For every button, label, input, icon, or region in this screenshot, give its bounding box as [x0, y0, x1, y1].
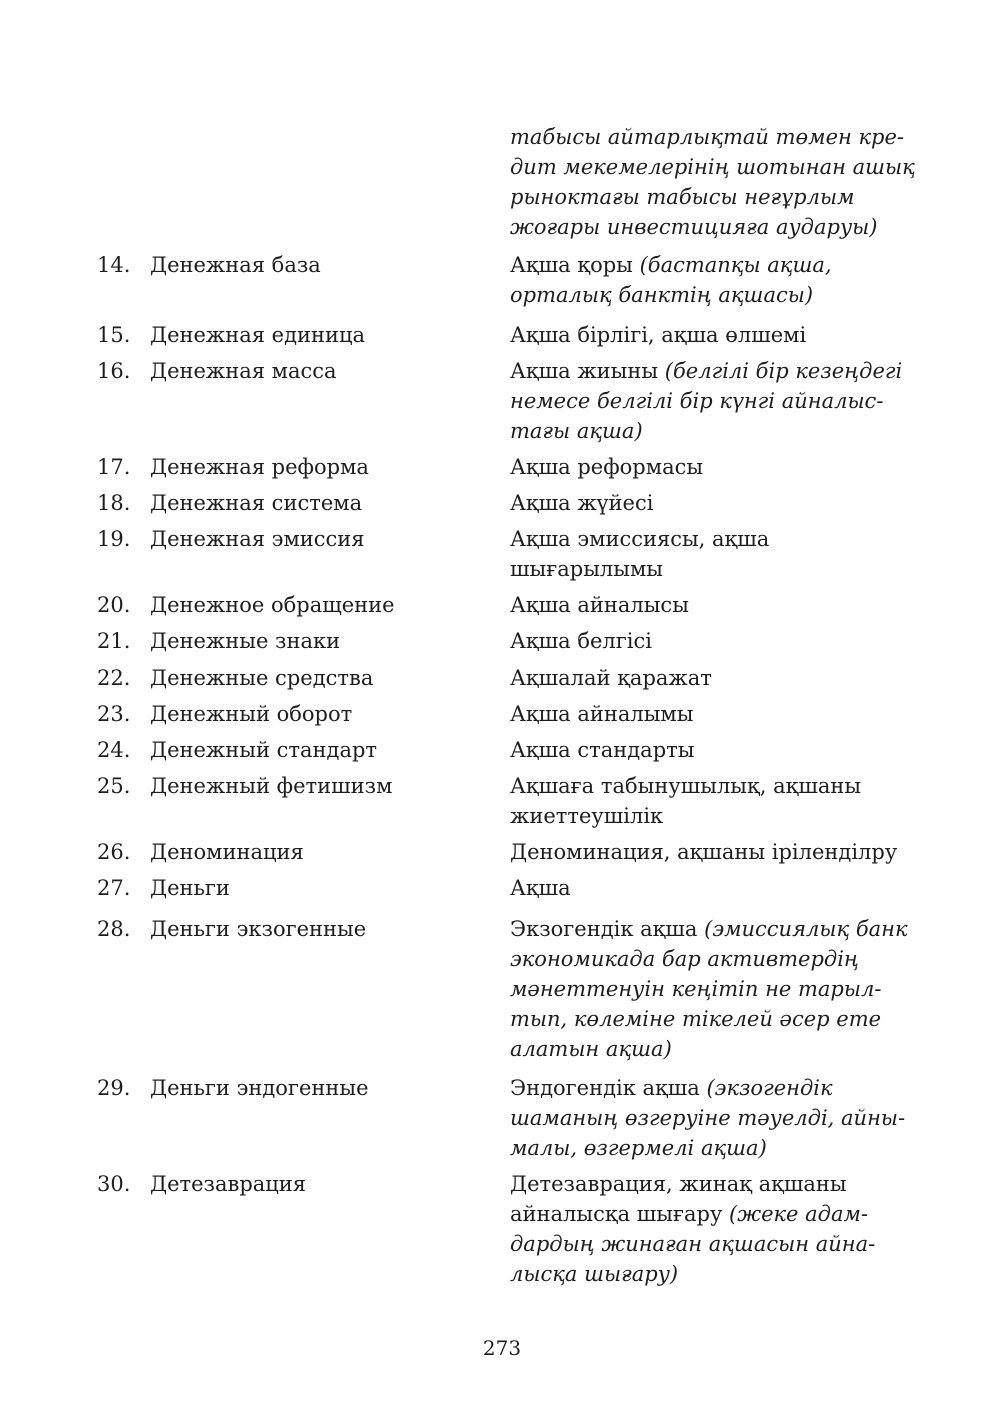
- translation-line: [510, 663, 920, 693]
- russian-term: Детезаврация: [150, 1172, 307, 1196]
- kazakh-translation: [510, 524, 920, 584]
- continuation-line: рыноктағы табысы неғұрлым: [510, 185, 855, 209]
- entry-number: 26.: [97, 840, 131, 864]
- translation-note: тағы ақша): [510, 419, 643, 443]
- translation-text: Ақша бірлігі, ақша өлшемі: [510, 323, 807, 347]
- entry-number: 21.: [97, 629, 131, 653]
- entry-number: 19.: [97, 527, 131, 551]
- russian-term: Денежная эмиссия: [150, 527, 365, 551]
- translation-line: [510, 974, 920, 1004]
- translation-note: мәнеттенуін кеңітіп не тарыл-: [510, 977, 882, 1001]
- translation-text: Экзогендік ақша: [510, 917, 705, 941]
- kazakh-translation: [510, 452, 920, 482]
- kazakh-translation: [510, 873, 920, 903]
- russian-term: Денежный оборот: [150, 702, 353, 726]
- russian-term: Деньги экзогенные: [150, 917, 367, 941]
- entry-number: 22.: [97, 666, 131, 690]
- translation-line: [510, 386, 920, 416]
- kazakh-translation: [510, 1073, 920, 1163]
- translation-text: Ақшаға табынушылық, ақшаны: [510, 774, 862, 798]
- translation-note: тып, көлеміне тікелей әсер ете: [510, 1007, 882, 1031]
- translation-line: [510, 356, 920, 386]
- russian-term: Деньги эндогенные: [150, 1076, 369, 1100]
- kazakh-translation: [510, 356, 920, 446]
- russian-term: Деноминация: [150, 840, 304, 864]
- translation-text: Ақша стандарты: [510, 738, 695, 762]
- translation-line: [510, 250, 920, 280]
- translation-note: (эмиссиялық банк: [704, 917, 908, 941]
- translation-text: Ақша белгісі: [510, 629, 652, 653]
- translation-note: экономикада бар активтердің: [510, 947, 859, 971]
- russian-term: Денежная база: [150, 253, 321, 277]
- translation-line: [510, 416, 920, 446]
- translation-text: Эндогендік ақша: [510, 1076, 707, 1100]
- translation-note: малы, өзгермелі ақша): [510, 1136, 767, 1160]
- translation-note: дардың жинаған ақшасын айна-: [510, 1232, 876, 1256]
- entry-number: 20.: [97, 593, 131, 617]
- continuation-line: жоғары инвестицияға аударуы): [510, 215, 878, 239]
- translation-line: [510, 590, 920, 620]
- translation-text: Ақша жүйесі: [510, 491, 654, 515]
- translation-line: [510, 554, 920, 584]
- russian-term: Денежные знаки: [150, 629, 341, 653]
- kazakh-translation: [510, 1169, 920, 1289]
- entry-number: 17.: [97, 455, 131, 479]
- translation-line: [510, 524, 920, 554]
- kazakh-translation: [510, 735, 920, 765]
- page-number: 273: [482, 1336, 522, 1360]
- continuation-note: [510, 122, 920, 242]
- translation-line: [510, 699, 920, 729]
- entry-number: 14.: [97, 253, 131, 277]
- translation-text: Детезаврация, жинақ ақшаны: [510, 1172, 847, 1196]
- translation-text: Ақша айналысы: [510, 593, 689, 617]
- entry-number: 29.: [97, 1076, 131, 1100]
- entry-number: 18.: [97, 491, 131, 515]
- translation-note: алатын ақша): [510, 1037, 672, 1061]
- translation-line: [510, 1073, 920, 1103]
- russian-term: Денежный фетишизм: [150, 774, 393, 798]
- translation-note: (жеке адам-: [729, 1202, 868, 1226]
- translation-line: [510, 626, 920, 656]
- translation-text: Ақша эмиссиясы, ақша: [510, 527, 770, 551]
- kazakh-translation: [510, 250, 920, 310]
- translation-line: [510, 320, 920, 350]
- entry-number: 15.: [97, 323, 131, 347]
- translation-note: немесе белгілі бір күнгі айналыс-: [510, 389, 884, 413]
- translation-line: [510, 452, 920, 482]
- translation-note: (экзогендік: [706, 1076, 833, 1100]
- translation-line: [510, 1259, 920, 1289]
- kazakh-translation: [510, 590, 920, 620]
- entry-number: 23.: [97, 702, 131, 726]
- translation-line: [510, 873, 920, 903]
- translation-line: [510, 944, 920, 974]
- translation-text: жиеттеушілік: [510, 804, 664, 828]
- translation-note: лысқа шығару): [510, 1262, 679, 1286]
- russian-term: Денежные средства: [150, 666, 374, 690]
- kazakh-translation: [510, 488, 920, 518]
- translation-text: Ақша айналымы: [510, 702, 694, 726]
- translation-line: [510, 1034, 920, 1064]
- kazakh-translation: [510, 837, 920, 867]
- russian-term: Денежная единица: [150, 323, 366, 347]
- translation-line: [510, 1103, 920, 1133]
- translation-line: [510, 1169, 920, 1199]
- entry-number: 25.: [97, 774, 131, 798]
- kazakh-translation: [510, 699, 920, 729]
- kazakh-translation: [510, 320, 920, 350]
- entry-number: 28.: [97, 917, 131, 941]
- translation-line: [510, 1229, 920, 1259]
- entry-number: 27.: [97, 876, 131, 900]
- continuation-line: дит мекемелерінің шотынан ашық: [510, 155, 915, 179]
- kazakh-translation: [510, 771, 920, 831]
- translation-line: [510, 801, 920, 831]
- translation-text: Ақша реформасы: [510, 455, 704, 479]
- translation-line: [510, 488, 920, 518]
- russian-term: Денежный стандарт: [150, 738, 378, 762]
- translation-text: шығарылымы: [510, 557, 664, 581]
- russian-term: Денежная масса: [150, 359, 337, 383]
- translation-line: [510, 280, 920, 310]
- translation-line: [510, 914, 920, 944]
- russian-term: Деньги: [150, 876, 230, 900]
- russian-term: Денежное обращение: [150, 593, 395, 617]
- entry-number: 24.: [97, 738, 131, 762]
- translation-line: [510, 735, 920, 765]
- russian-term: Денежная реформа: [150, 455, 369, 479]
- russian-term: Денежная система: [150, 491, 363, 515]
- continuation-line: табысы айтарлықтай төмен кре-: [510, 125, 905, 149]
- kazakh-translation: [510, 914, 920, 1064]
- translation-text: Ақшалай қаражат: [510, 666, 712, 690]
- translation-text: Ақша жиыны: [510, 359, 665, 383]
- translation-line: [510, 837, 920, 867]
- translation-note: (бастапқы ақша,: [639, 253, 832, 277]
- translation-note: орталық банктің ақшасы): [510, 283, 814, 307]
- translation-note: шаманың өзгеруіне тәуелді, айны-: [510, 1106, 906, 1130]
- translation-text: Ақша қоры: [510, 253, 640, 277]
- translation-line: [510, 1133, 920, 1163]
- entry-number: 16.: [97, 359, 131, 383]
- translation-line: [510, 771, 920, 801]
- kazakh-translation: [510, 626, 920, 656]
- translation-line: [510, 1199, 920, 1229]
- translation-text: айналысқа шығару: [510, 1202, 729, 1226]
- translation-text: Ақша: [510, 876, 571, 900]
- translation-note: (белгілі бір кезеңдегі: [664, 359, 903, 383]
- kazakh-translation: [510, 663, 920, 693]
- entry-number: 30.: [97, 1172, 131, 1196]
- translation-line: [510, 1004, 920, 1034]
- translation-text: Деноминация, ақшаны іріленділру: [510, 840, 898, 864]
